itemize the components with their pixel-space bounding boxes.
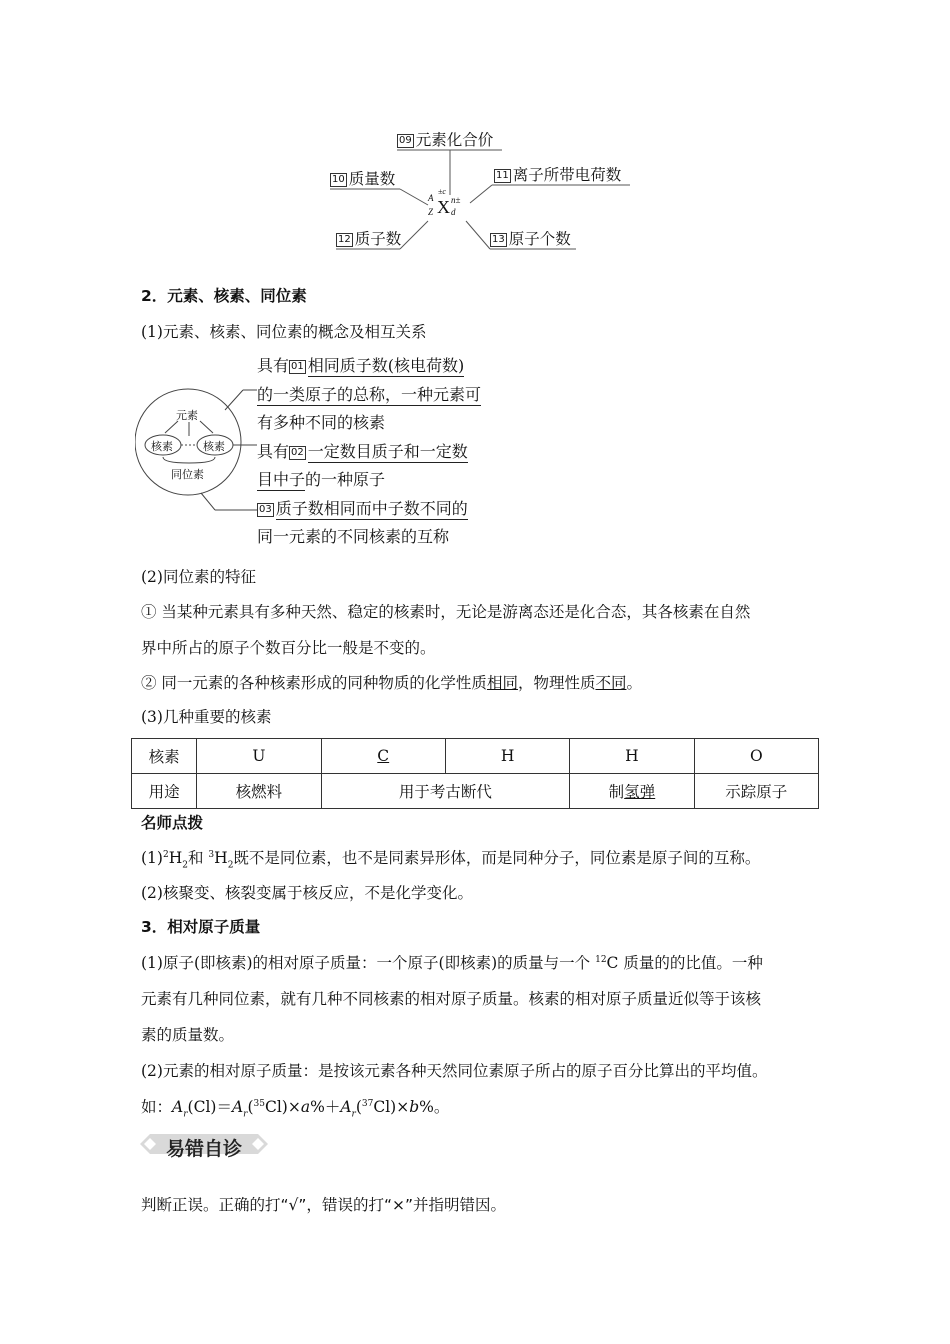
label-ion-charge: 11 离子所带电荷数 xyxy=(496,166,622,184)
feature1-line2: 界中所占的原子个数百分比一般是不变的。 xyxy=(141,639,436,657)
nuclide-table xyxy=(131,738,819,809)
table-cell: 示踪原子 xyxy=(694,774,818,809)
def-element-line3: 有多种不同的核素 xyxy=(257,413,386,432)
table-cell: 用于考古断代 xyxy=(321,774,570,809)
table-cell: H xyxy=(445,739,569,774)
table-row xyxy=(132,774,819,809)
badge-label: 易错自诊 xyxy=(166,1138,243,1160)
table-cell: C xyxy=(321,739,445,774)
table-row xyxy=(132,739,819,774)
notation-diagram xyxy=(300,125,660,260)
def-isotope-line1: 03 质子数相同而中子数不同的 xyxy=(259,498,468,518)
label-mass-number: 10 质量数 xyxy=(332,170,396,188)
table-cell: 核素 xyxy=(132,739,197,774)
tips-title: 名师点拨 xyxy=(141,814,204,832)
def-nuclide-line2: 目中子的一种原子 xyxy=(257,470,386,489)
label-atom-count: 13 原子个数 xyxy=(492,230,571,248)
def-isotope-line2: 同一元素的不同核素的互称 xyxy=(257,527,450,546)
def-element-line1: 具有 01 相同质子数(核电荷数) xyxy=(257,356,465,375)
section3-p1-line3: 素的质量数。 xyxy=(141,1026,235,1044)
section2-sub2: (2)同位素的特征 xyxy=(141,568,256,586)
definitions-block xyxy=(257,352,481,552)
table-cell: H xyxy=(570,739,694,774)
element-notation: A Z ±c X n± d xyxy=(428,187,461,217)
diagram-isotope: 同位素 xyxy=(171,468,204,481)
table-cell: U xyxy=(197,739,321,774)
table-cell: O xyxy=(694,739,818,774)
section3-p2: (2)元素的相对原子质量：是按该元素各种天然同位素原子所占的原子百分比算出的平均值。 xyxy=(141,1062,768,1080)
section2-sub3: (3)几种重要的核素 xyxy=(141,708,272,726)
diagram-nuclide-right: 核素 xyxy=(203,440,225,453)
def-element-line2: 的一类原子的总称，一种元素可 xyxy=(257,384,482,404)
section3-p1-line2: 元素有几种同位素，就有几种不同核素的相对原子质量。核素的相对原子质量近似等于该核 xyxy=(141,990,762,1008)
tip2: (2)核聚变、核裂变属于核反应，不是化学变化。 xyxy=(141,884,473,902)
feature1-line1: ① 当某种元素具有多种天然、稳定的核素时，无论是游离态还是化合态，其各核素在自然 xyxy=(141,603,751,621)
section3-heading: 3．相对原子质量 xyxy=(141,918,261,936)
instruction: 判断正误。正确的打“√”，错误的打“×”并指明错因。 xyxy=(141,1196,506,1214)
section3-p1-line1: (1)原子(即核素)的相对原子质量：一个原子(即核素)的质量与一个 $^{12}$C 质量的的比值。一种 xyxy=(141,954,763,973)
diagram-element: 元素 xyxy=(176,409,198,422)
table-cell: 制氢弹 xyxy=(570,774,694,809)
table-cell: 核燃料 xyxy=(197,774,321,809)
tip1: $(1)^2H_2$和 $^3H_2$既不是同位素，也不是同素异形体，而是同种分子，同位素是原子间的互称。 xyxy=(141,849,761,871)
error-self-check-badge xyxy=(140,1128,268,1160)
diagram-nuclide-left: 核素 xyxy=(151,440,173,453)
label-proton-number: 12 质子数 xyxy=(338,230,402,248)
section2-sub1: (1)元素、核素、同位素的概念及相互关系 xyxy=(141,323,427,341)
feature2: ② 同一元素的各种核素形成的同种物质的化学性质相同，物理性质不同。 xyxy=(141,674,642,692)
def-nuclide-line1: 具有 02 一定数目质子和一定数 xyxy=(257,441,468,461)
label-valence: 09 元素化合价 xyxy=(399,131,494,149)
table-cell: 用途 xyxy=(132,774,197,809)
section3-formula: 如：$A_r(Cl)=A_r(^{35}Cl)\times a\%+A_r(^{37}Cl)\times b\%$。 xyxy=(141,1098,450,1120)
section2-heading: 2．元素、核素、同位素 xyxy=(141,287,307,305)
